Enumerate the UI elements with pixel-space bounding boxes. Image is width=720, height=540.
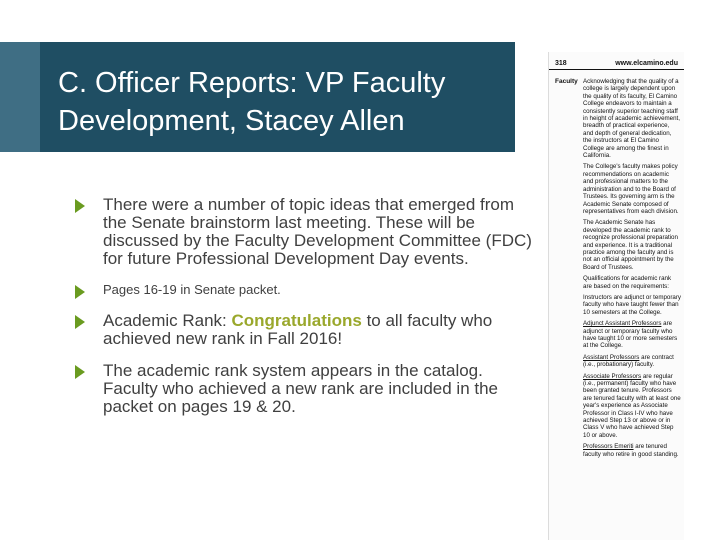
arrow-bullet-icon: [75, 365, 85, 379]
bullet-item: [75, 196, 535, 268]
bullet-text-after: to all faculty who achieved new rank in Fall 2016!: [103, 311, 493, 348]
catalog-rank: [583, 373, 681, 440]
catalog-url: www.elcamino.edu: [615, 60, 678, 67]
catalog-body: [583, 78, 681, 462]
catalog-rank: [583, 443, 681, 458]
catalog-rank-name: Associate Professors: [583, 372, 642, 380]
catalog-page-number: 318: [555, 60, 567, 67]
catalog-paragraph: The Academic Senate has developed the academic rank to recognize professional preparation and experience. It is a traditional practice among the faculty and is not an official appointment by the Board of Trustees.: [583, 219, 678, 271]
bullet-item: [75, 362, 535, 416]
catalog-paragraph: Acknowledging that the quality of a college is largely dependent upon the quality of its faculty, El Camino College endeavors to maintain a consistently superior teaching staff in height of academic achievement, breadth of practical experience, and depth of general dedication, the instructors at El Camino College are among the finest in California.: [583, 78, 680, 160]
slide-title: C. Officer Reports: VP Faculty Development, Stacey Allen: [58, 67, 446, 137]
catalog-section-heading: Faculty: [555, 78, 578, 85]
bullet-text: The academic rank system appears in the catalog. Faculty who achieved a new rank are included in the packet on pages 19 & 20.: [103, 361, 499, 416]
bullet-text: Pages 16-19 in Senate packet.: [103, 282, 281, 297]
arrow-bullet-icon: [75, 285, 85, 299]
catalog-paragraph: Qualifications for academic rank are based on the requirements:: [583, 275, 672, 290]
catalog-page-image: [548, 52, 684, 540]
catalog-rank-name: Professors Emeriti: [583, 443, 634, 451]
catalog-rank-text: are tenured faculty who retire in good standing.: [583, 443, 679, 458]
catalog-rank-text: are contract (i.e., probationary) faculty.: [583, 353, 674, 369]
catalog-rank: [583, 320, 681, 350]
bullet-item: [75, 282, 535, 298]
bullet-highlight: Congratulations: [231, 311, 362, 330]
bullet-text-before: Academic Rank:: [103, 311, 232, 330]
bullet-item: [75, 312, 535, 348]
catalog-paragraph: Instructors are adjunct or temporary faculty who have taught fewer than 10 semesters at the College.: [583, 293, 682, 316]
bullet-text: There were a number of topic ideas that emerged from the Senate brainstorm last meeting. These will be discussed by the Faculty Development Committee (FDC) for future Professional Development Day events.: [103, 195, 532, 268]
arrow-bullet-icon: [75, 199, 85, 213]
catalog-rank-name: Assistant Professors: [583, 353, 640, 361]
title-band: [40, 42, 515, 152]
bullet-list: [75, 196, 535, 416]
catalog-rank: [583, 354, 681, 369]
catalog-rank-text: are adjunct or temporary faculty who have taught 10 or more semesters at the College.: [583, 320, 678, 350]
catalog-rank-text: are regular (i.e., permanent) faculty who have been granted tenure. Professors are tenured faculty with at least one year's experience as Associate Professor in Class I-IV who have achieved Step 13 or above or in Class V who have achieved Step 10 or above.: [583, 372, 681, 439]
catalog-rank-name: Adjunct Assistant Professors: [583, 320, 662, 328]
catalog-paragraph: The College's faculty makes policy recommendations on academic and professional matters to the administration and to the Board of Trustees. Its governing arm is the Academic Senate composed of representatives from each division.: [583, 163, 679, 215]
catalog-header: [549, 52, 684, 70]
arrow-bullet-icon: [75, 315, 85, 329]
